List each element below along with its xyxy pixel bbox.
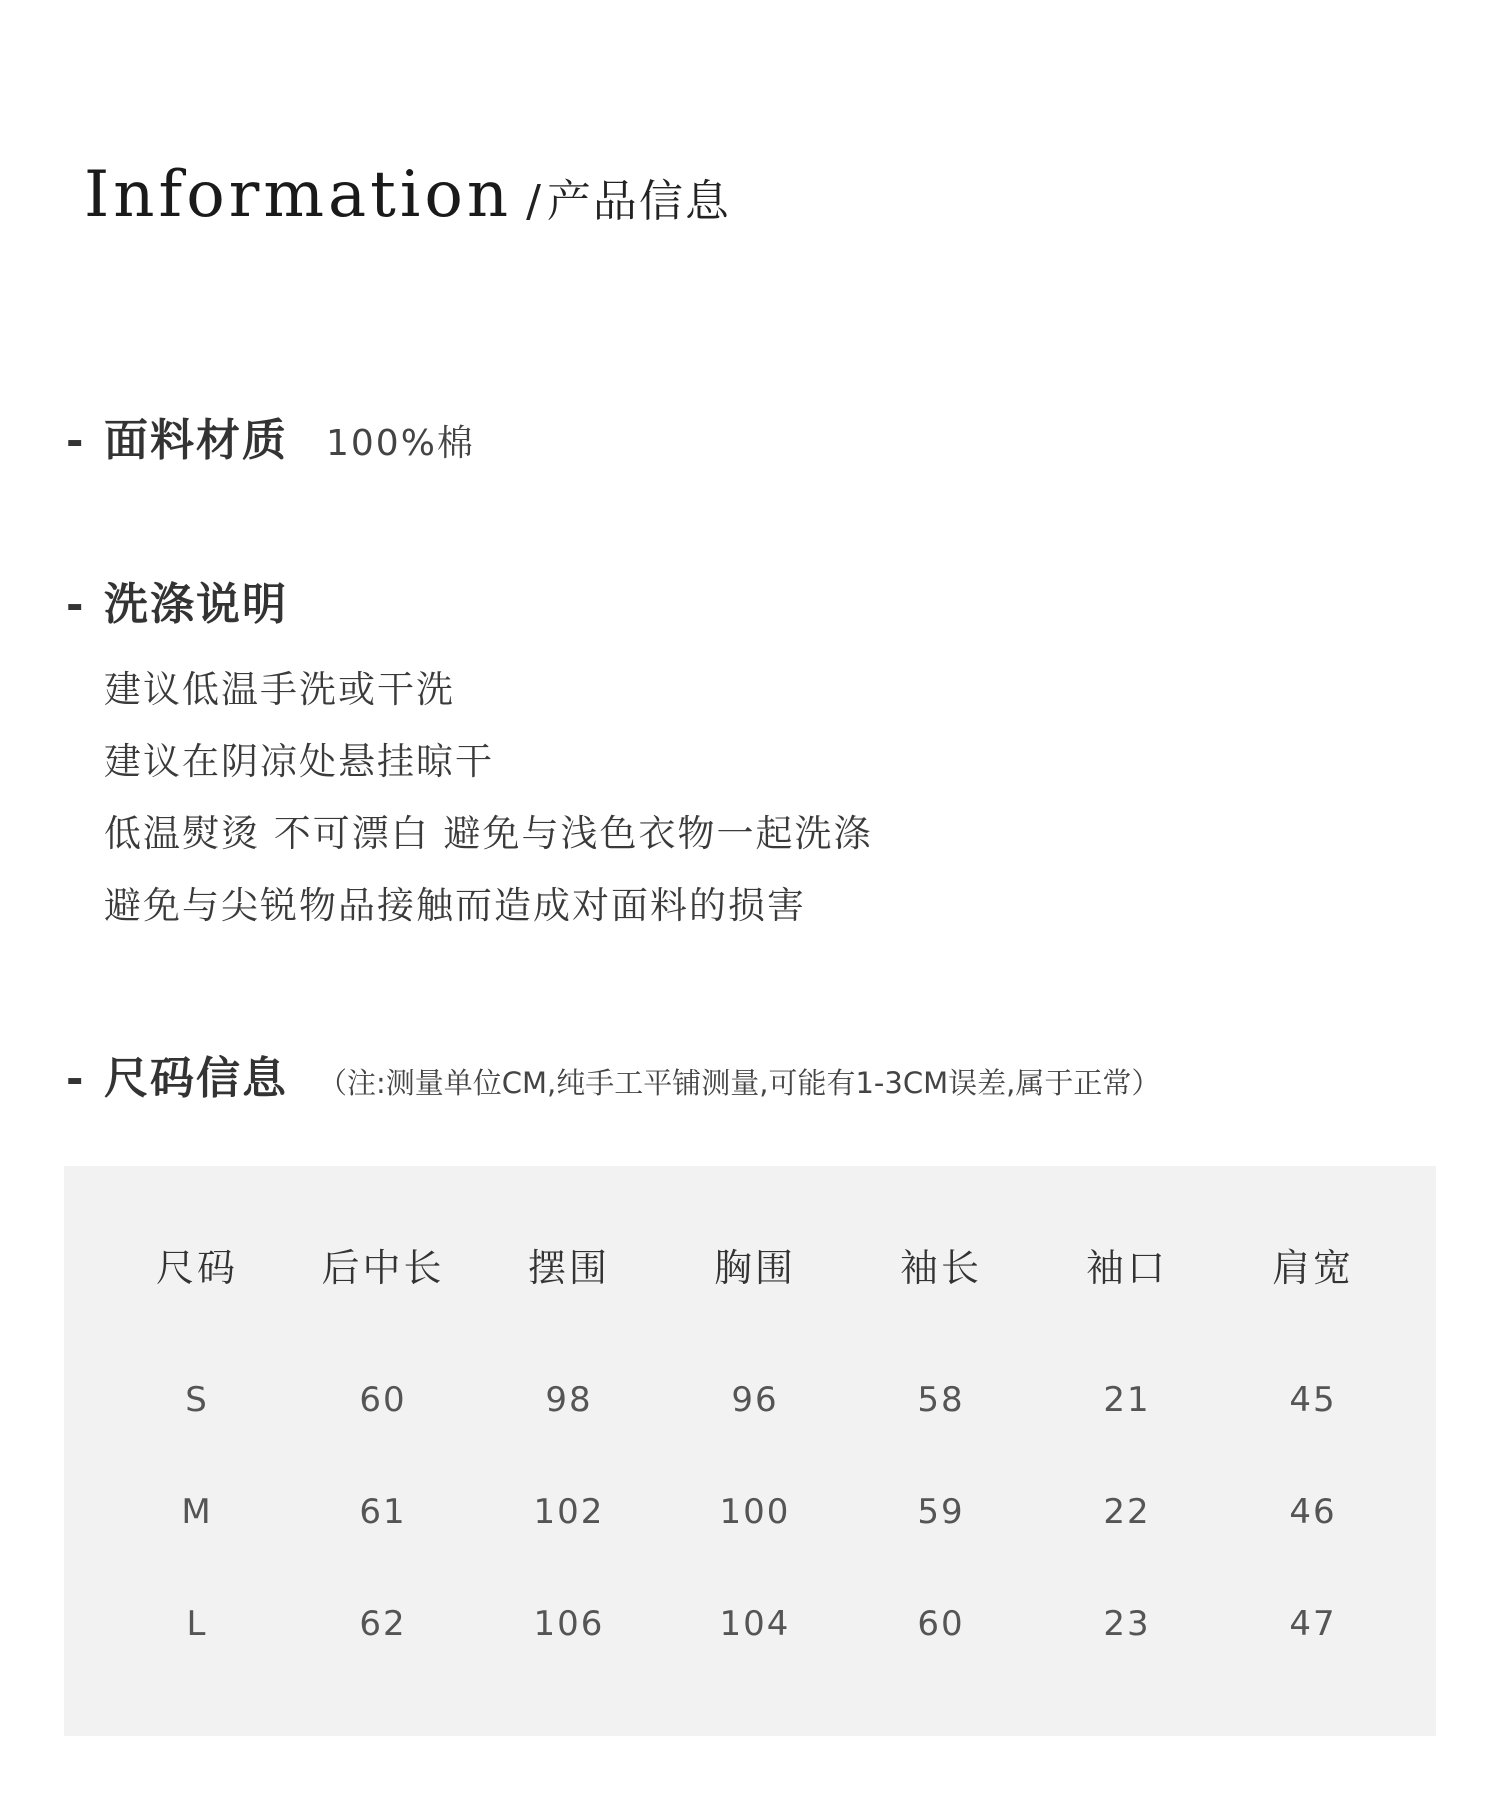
- washing-instructions: [104, 654, 873, 942]
- title-chinese: 产品信息: [546, 176, 731, 227]
- header-shoulder: 肩宽: [1271, 1245, 1354, 1290]
- title-separator: /: [526, 176, 541, 227]
- size-table: [104, 1222, 1406, 1680]
- table-cell: 98: [545, 1380, 593, 1420]
- fabric-dash: -: [66, 416, 84, 465]
- size-label: 尺码信息: [104, 1053, 288, 1104]
- header-back-length: 后中长: [321, 1245, 445, 1290]
- table-cell: 96: [731, 1380, 779, 1420]
- size-section-header: [66, 1042, 1160, 1106]
- table-cell: 60: [359, 1380, 407, 1420]
- table-cell: 59: [917, 1492, 965, 1532]
- header-sleeve-length: 袖长: [899, 1245, 982, 1290]
- washing-label: 洗涤说明: [104, 579, 288, 630]
- washing-dash: -: [66, 580, 84, 629]
- table-cell: 23: [1103, 1604, 1151, 1644]
- title-english: Information: [84, 158, 513, 232]
- washing-line: 建议在阴凉处悬挂晾干: [104, 740, 494, 783]
- table-cell: 62: [359, 1604, 407, 1644]
- size-note: （注:测量单位CM,纯手工平铺测量,可能有1-3CM误差,属于正常）: [318, 1066, 1161, 1100]
- size-table-panel: [64, 1166, 1436, 1736]
- washing-section-header: [66, 568, 288, 632]
- header-cuff: 袖口: [1085, 1245, 1168, 1290]
- table-cell: 46: [1289, 1492, 1337, 1532]
- table-cell: 106: [533, 1604, 605, 1644]
- header-hem: 摆围: [527, 1245, 610, 1290]
- table-cell: 102: [533, 1492, 605, 1532]
- page-title: [84, 158, 731, 248]
- table-row: [104, 1306, 1406, 1456]
- table-header-row: [104, 1222, 1406, 1306]
- fabric-label: 面料材质: [104, 415, 288, 466]
- table-row: [104, 1456, 1406, 1568]
- header-chest: 胸围: [713, 1245, 796, 1290]
- table-cell: 47: [1289, 1604, 1337, 1644]
- table-cell: 61: [359, 1492, 407, 1532]
- fabric-value: 100%棉: [326, 423, 475, 464]
- table-cell: S: [185, 1380, 209, 1420]
- table-cell: 45: [1289, 1380, 1337, 1420]
- table-cell: 22: [1103, 1492, 1151, 1532]
- size-dash: -: [66, 1054, 84, 1103]
- table-cell: 21: [1103, 1380, 1151, 1420]
- washing-line: 低温熨烫 不可漂白 避免与浅色衣物一起洗涤: [104, 812, 873, 855]
- washing-line: 建议低温手洗或干洗: [104, 668, 455, 711]
- table-cell: 58: [917, 1380, 965, 1420]
- table-row: [104, 1568, 1406, 1680]
- fabric-section-header: [66, 404, 475, 468]
- header-size: 尺码: [155, 1245, 238, 1290]
- washing-line: 避免与尖锐物品接触而造成对面料的损害: [104, 884, 806, 927]
- table-cell: 60: [917, 1604, 965, 1644]
- table-cell: 104: [719, 1604, 791, 1644]
- table-cell: L: [186, 1604, 208, 1644]
- table-cell: 100: [719, 1492, 791, 1532]
- table-cell: M: [181, 1492, 213, 1532]
